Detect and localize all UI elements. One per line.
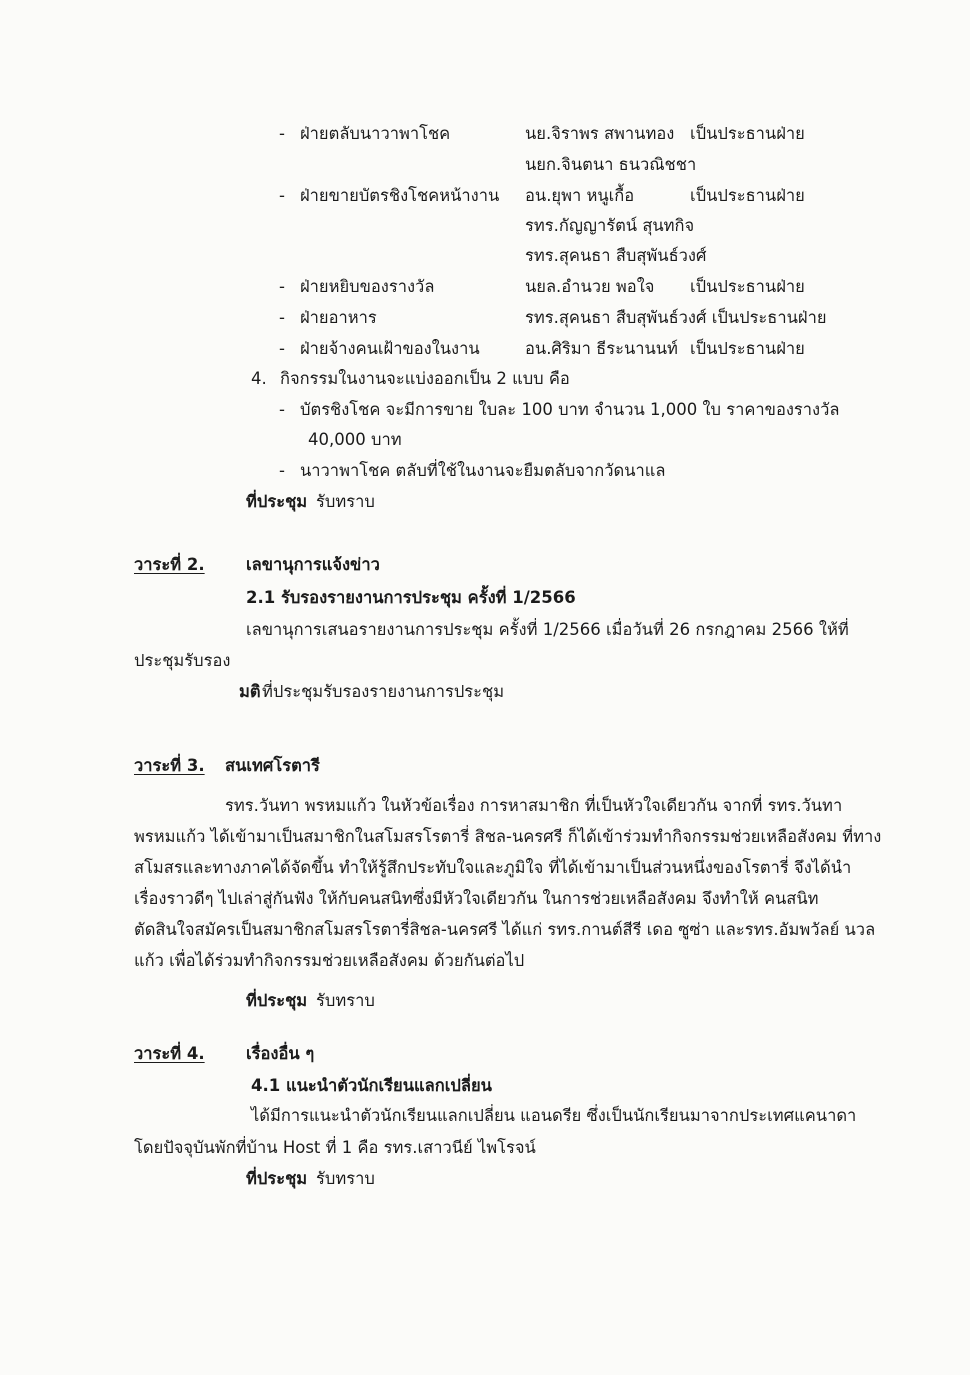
bullet-text: บัตรชิงโชค จะมีการขาย ใบละ 100 บาท จำนวน 1,000 ใบ ราคาของรางวัล	[300, 400, 840, 419]
ack-label: ที่ประชุม	[246, 991, 308, 1010]
resolution-label: มติ	[239, 682, 261, 701]
ack-text: รับทราบ	[316, 1169, 375, 1188]
committee-name: ฝ่ายจ้างคนเฝ้าของในงาน	[300, 339, 480, 358]
bullet-text: นาวาพาโชค ตลับที่ใช้ในงานจะยืมตลับจากวัดนาแล	[300, 461, 666, 480]
bullet-dash: -	[279, 400, 285, 419]
paragraph-line: เลขานุการเสนอรายงานการประชุม ครั้งที่ 1/2566 เมื่อวันที่ 26 กรกฎาคม 2566 ให้ที่	[246, 620, 849, 639]
paragraph-line: สโมสรและทางภาคได้จัดขึ้น ทำให้รู้สึกประทับใจและภูมิใจ ที่ได้เข้ามาเป็นส่วนหนึ่งของโรตารี่ จึงได้นำ	[134, 858, 852, 877]
committee-member: นยล.อำนวย พอใจ	[525, 277, 655, 296]
committee-member: นย.จิราพร สพานทอง	[525, 124, 675, 143]
committee-name: ฝ่ายหยิบของรางวัล	[300, 277, 435, 296]
bullet-text-cont: 40,000 บาท	[308, 430, 402, 449]
sub-heading: 4.1 แนะนำตัวนักเรียนแลกเปลี่ยน	[251, 1076, 492, 1095]
ack-label: ที่ประชุม	[246, 1169, 308, 1188]
bullet-dash: -	[279, 339, 285, 358]
ack-text: รับทราบ	[316, 492, 375, 511]
ack-text: รับทราบ	[316, 991, 375, 1010]
committee-name: ฝ่ายตลับนาวาพาโชค	[300, 124, 451, 143]
paragraph-line: ได้มีการแนะนำตัวนักเรียนแลกเปลี่ยน แอนดรีย ซึ่งเป็นนักเรียนมาจากประเทศแคนาดา	[251, 1106, 857, 1125]
bullet-dash: -	[279, 124, 285, 143]
ack-label: ที่ประชุม	[246, 492, 308, 511]
paragraph-line: ประชุมรับรอง	[134, 651, 231, 670]
bullet-dash: -	[279, 461, 285, 480]
committee-name: ฝ่ายขายบัตรชิงโชคหน้างาน	[300, 186, 500, 205]
bullet-dash: -	[279, 277, 285, 296]
committee-member: รทร.กัญญารัตน์ สุนทกิจ	[525, 216, 695, 235]
resolution-text: ที่ประชุมรับรองรายงานการประชุม	[262, 682, 505, 701]
agenda-label: วาระที่ 3.	[134, 756, 205, 775]
committee-role: เป็นประธานฝ่าย	[690, 339, 805, 358]
paragraph-line: ตัดสินใจสมัครเป็นสมาชิกสโมสรโรตารี่สิชล-นครศรี ได้แก่ รทร.กานต์สีรี เดอ ซูซ่า และรทร.อัมพวัลย์ นวล	[134, 920, 876, 939]
agenda-title: สนเทศโรตารี	[225, 756, 320, 775]
bullet-dash: -	[279, 186, 285, 205]
sub-heading: 2.1 รับรองรายงานการประชุม ครั้งที่ 1/2566	[246, 588, 576, 607]
committee-member: รทร.สุคนธา สืบสุพันธ์วงศ์ เป็นประธานฝ่าย	[525, 308, 827, 327]
committee-role: เป็นประธานฝ่าย	[690, 186, 805, 205]
bullet-dash: -	[279, 308, 285, 327]
committee-member: รทร.สุคนธา สืบสุพันธ์วงศ์	[525, 246, 707, 265]
committee-role: เป็นประธานฝ่าย	[690, 277, 805, 296]
paragraph-line: พรหมแก้ว ได้เข้ามาเป็นสมาชิกในสโมสรโรตารี่ สิชล-นครศรี ก็ได้เข้าร่วมทำกิจกรรมช่วยเหลือสังคม ที่ทาง	[134, 827, 882, 846]
agenda-title: เรื่องอื่น ๆ	[246, 1044, 315, 1063]
committee-member: นยก.จินตนา ธนวณิชชา	[525, 155, 697, 174]
paragraph-line: รทร.วันทา พรหมแก้ว ในหัวข้อเรื่อง การหาสมาชิก ที่เป็นหัวใจเดียวกัน จากที่ รทร.วันทา	[225, 796, 843, 815]
committee-role: เป็นประธานฝ่าย	[690, 124, 805, 143]
committee-member: อน.ยุพา หนูเกื้อ	[525, 186, 635, 205]
item-number: 4.	[251, 369, 267, 388]
committee-member: อน.ศิริมา ธีระนานนท์	[525, 339, 678, 358]
agenda-label: วาระที่ 2.	[134, 555, 205, 574]
item-text: กิจกรรมในงานจะแบ่งออกเป็น 2 แบบ คือ	[280, 369, 570, 388]
agenda-title: เลขานุการแจ้งข่าว	[246, 555, 380, 574]
paragraph-line: แก้ว เพื่อได้ร่วมทำกิจกรรมช่วยเหลือสังคม ด้วยกันต่อไป	[134, 951, 525, 970]
paragraph-line: โดยปัจจุบันพักที่บ้าน Host ที่ 1 คือ รทร.เสาวนีย์ ไพโรจน์	[134, 1138, 536, 1157]
agenda-label: วาระที่ 4.	[134, 1044, 205, 1063]
committee-name: ฝ่ายอาหาร	[300, 308, 377, 327]
paragraph-line: เรื่องราวดีๆ ไปเล่าสู่กันฟัง ให้กับคนสนิทซึ่งมีหัวใจเดียวกัน ในการช่วยเหลือสังคม จึงทำให้ คนสนิท	[134, 889, 819, 908]
